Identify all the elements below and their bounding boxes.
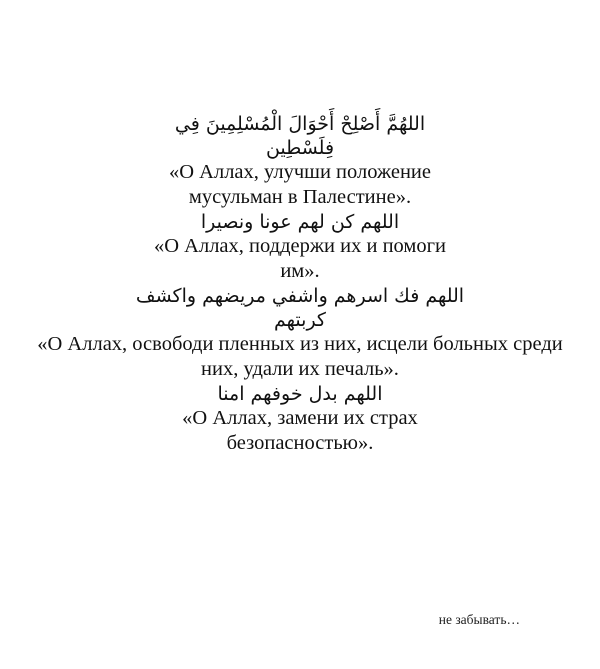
footer-note: не забывать… <box>438 612 520 627</box>
dua-3-russian: «О Аллах, освободи пленных из них, исцели больных среди них, удали их печаль». <box>37 333 563 380</box>
dua-text-block <box>30 112 570 456</box>
dua-2-russian: «О Аллах, поддержи их и помоги им». <box>153 235 446 282</box>
dua-1-arabic: اللهُمَّ أَصْلِحْ أَحْوَالَ الْمُسْلِمِينَ فِي فِلَسْطِين <box>174 113 426 159</box>
dua-2-arabic: اللهم كن لهم عونا ونصيرا <box>200 211 400 233</box>
dua-3-arabic: اللهم فك اسرهم واشفي مريضهم واكشف كربتهم <box>135 285 465 331</box>
dua-4-russian: «О Аллах, замени их страх безопасностью». <box>182 407 418 454</box>
dua-4-arabic: اللهم بدل خوفهم امنا <box>217 383 383 405</box>
dua-1-russian: «О Аллах, улучши положение мусульман в Палестине». <box>168 161 431 208</box>
